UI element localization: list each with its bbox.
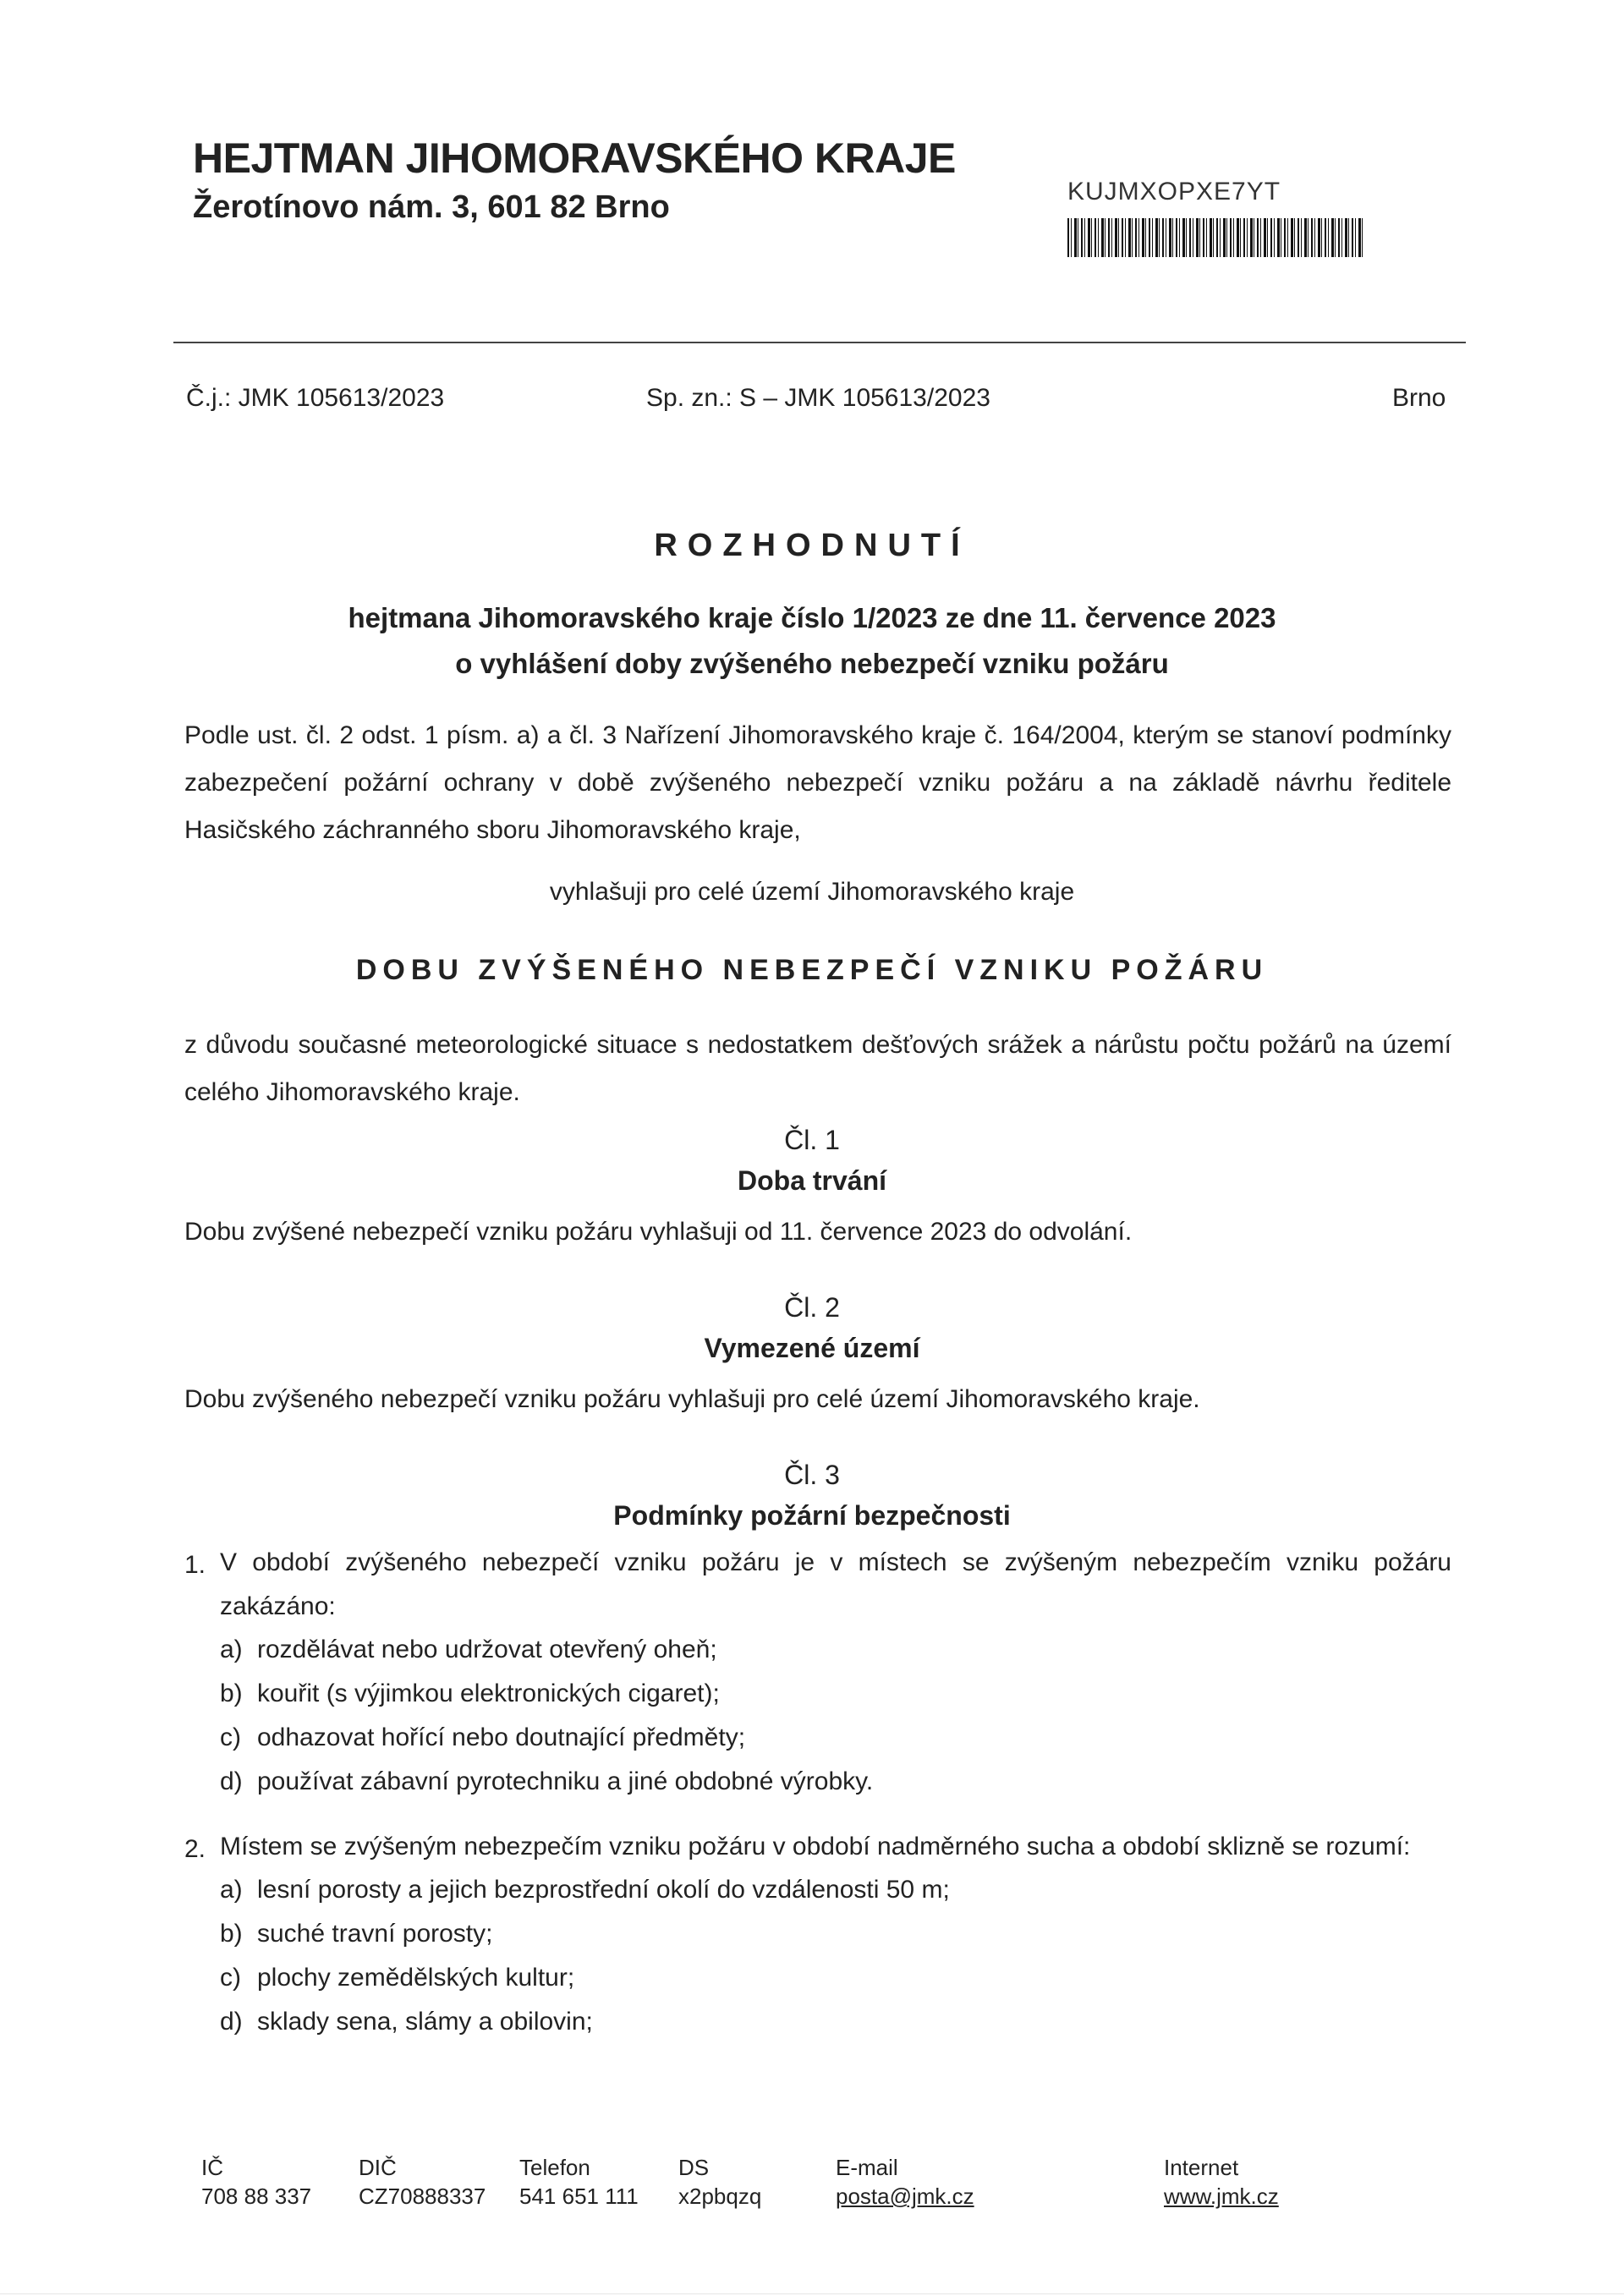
list-item: [220, 1680, 720, 1708]
document-subtitle: hejtmana Jihomoravského kraje číslo 1/2023 ze dne 11. července 2023: [348, 602, 1276, 633]
condition-text: [220, 1825, 1451, 1869]
intro-line: Podle ust. čl. 2 odst. 1 písm. a) a čl. 3 Nařízení Jihomoravského kraje č. 164/2004, kterým se stanoví podmínky: [184, 721, 1451, 749]
footer-email-label: E-mail: [836, 2155, 898, 2180]
list-item: [220, 1767, 873, 1796]
file-mark: Sp. zn.: S – JMK 105613/2023: [646, 384, 990, 412]
article-number: Čl. 3: [784, 1460, 840, 1490]
article-number: Čl. 1: [784, 1125, 840, 1155]
document-subtitle: o vyhlášení doby zvýšeného nebezpečí vzniku požáru: [455, 648, 1169, 679]
list-item-label: b): [220, 1680, 243, 1707]
footer-dic-value: CZ70888337: [359, 2184, 486, 2209]
reason-paragraph: [184, 1022, 1451, 1116]
list-item-label: d): [220, 1767, 243, 1795]
document-code: KUJMXOPXE7YT: [1067, 178, 1281, 205]
list-item: [220, 1876, 950, 1904]
list-item-text: plochy zemědělských kultur;: [257, 1964, 575, 1992]
condition-text: [220, 1541, 1451, 1629]
list-item-text: suché travní porosty;: [257, 1920, 493, 1948]
article-title: Doba trvání: [737, 1165, 887, 1196]
footer-phone-label: Telefon: [519, 2155, 590, 2180]
condition-line: zakázáno:: [220, 1592, 336, 1620]
list-item: [220, 1723, 745, 1752]
reason-line: z důvodu současné meteorologické situace s nedostatkem dešťových srážek a nárůstu počtu požárů na území: [184, 1031, 1451, 1059]
org-name: HEJTMAN JIHOMORAVSKÉHO KRAJE: [193, 134, 956, 182]
footer-phone-value: 541 651 111: [519, 2184, 639, 2209]
place: Brno: [1392, 384, 1446, 412]
reason-line: celého Jihomoravského kraje.: [184, 1078, 520, 1106]
footer-internet-label: Internet: [1164, 2155, 1239, 2180]
list-item-text: kouřit (s výjimkou elektronických cigaret);: [257, 1680, 720, 1707]
list-item-text: sklady sena, slámy a obilovin;: [257, 2008, 593, 2036]
article-number: Čl. 2: [784, 1292, 840, 1323]
intro-line: zabezpečení požární ochrany v době zvýšeného nebezpečí vzniku požáru a na základě návrhu ředitele: [184, 769, 1451, 797]
header-divider: [173, 342, 1466, 343]
list-item-label: a): [220, 1876, 243, 1904]
barcode: [1067, 218, 1365, 257]
document-title: ROZHODNUTÍ: [654, 528, 970, 563]
condition-number: 2.: [184, 1835, 206, 1863]
list-item-label: c): [220, 1723, 241, 1751]
footer-ds-label: DS: [678, 2155, 710, 2180]
intro-paragraph: [184, 712, 1451, 854]
org-address: Žerotínovo nám. 3, 601 82 Brno: [193, 189, 670, 225]
list-item: [220, 1964, 574, 1992]
footer-ic-value: 708 88 337: [201, 2184, 312, 2209]
footer-ic-label: IČ: [201, 2155, 223, 2180]
reference-number: Č.j.: JMK 105613/2023: [186, 384, 445, 412]
footer-ds-value: x2pbqzq: [678, 2184, 762, 2209]
list-item: [220, 1636, 717, 1664]
list-item: [220, 2008, 593, 2036]
article-text: Dobu zvýšené nebezpečí vzniku požáru vyhlašuji od 11. července 2023 do odvolání.: [184, 1218, 1133, 1246]
footer-email-link[interactable]: posta@jmk.cz: [836, 2184, 974, 2209]
article-title: Vymezené území: [704, 1333, 920, 1363]
list-item-label: d): [220, 2008, 243, 2036]
list-item-label: b): [220, 1920, 243, 1948]
article-text: Dobu zvýšeného nebezpečí vzniku požáru vyhlašuji pro celé území Jihomoravského kraje.: [184, 1385, 1200, 1413]
condition-line: V období zvýšeného nebezpečí vzniku požáru je v místech se zvýšeným nebezpečím vzniku požáru: [220, 1548, 1451, 1576]
list-item-text: používat zábavní pyrotechniku a jiné obdobné výrobky.: [257, 1767, 874, 1795]
list-item-text: odhazovat hořící nebo doutnající předměty;: [257, 1723, 746, 1751]
declaration: vyhlašuji pro celé území Jihomoravského kraje: [549, 878, 1075, 906]
list-item-label: a): [220, 1636, 243, 1663]
condition-number: 1.: [184, 1551, 206, 1579]
list-item-text: lesní porosty a jejich bezprostřední okolí do vzdálenosti 50 m;: [257, 1876, 950, 1904]
page-edge: [0, 2293, 1624, 2294]
footer-website-link[interactable]: www.jmk.cz: [1164, 2184, 1279, 2209]
list-item-label: c): [220, 1964, 241, 1992]
declaration-headline: DOBU ZVÝŠENÉHO NEBEZPEČÍ VZNIKU POŽÁRU: [355, 954, 1269, 986]
condition-line: Místem se zvýšeným nebezpečím vzniku požáru v období nadměrného sucha a období sklizně se rozumí:: [220, 1833, 1411, 1860]
article-title: Podmínky požární bezpečnosti: [613, 1500, 1011, 1531]
intro-line: Hasičského záchranného sboru Jihomoravského kraje,: [184, 816, 801, 844]
footer-dic-label: DIČ: [359, 2155, 397, 2180]
list-item: [220, 1920, 492, 1948]
list-item-text: rozdělávat nebo udržovat otevřený oheň;: [257, 1636, 717, 1663]
